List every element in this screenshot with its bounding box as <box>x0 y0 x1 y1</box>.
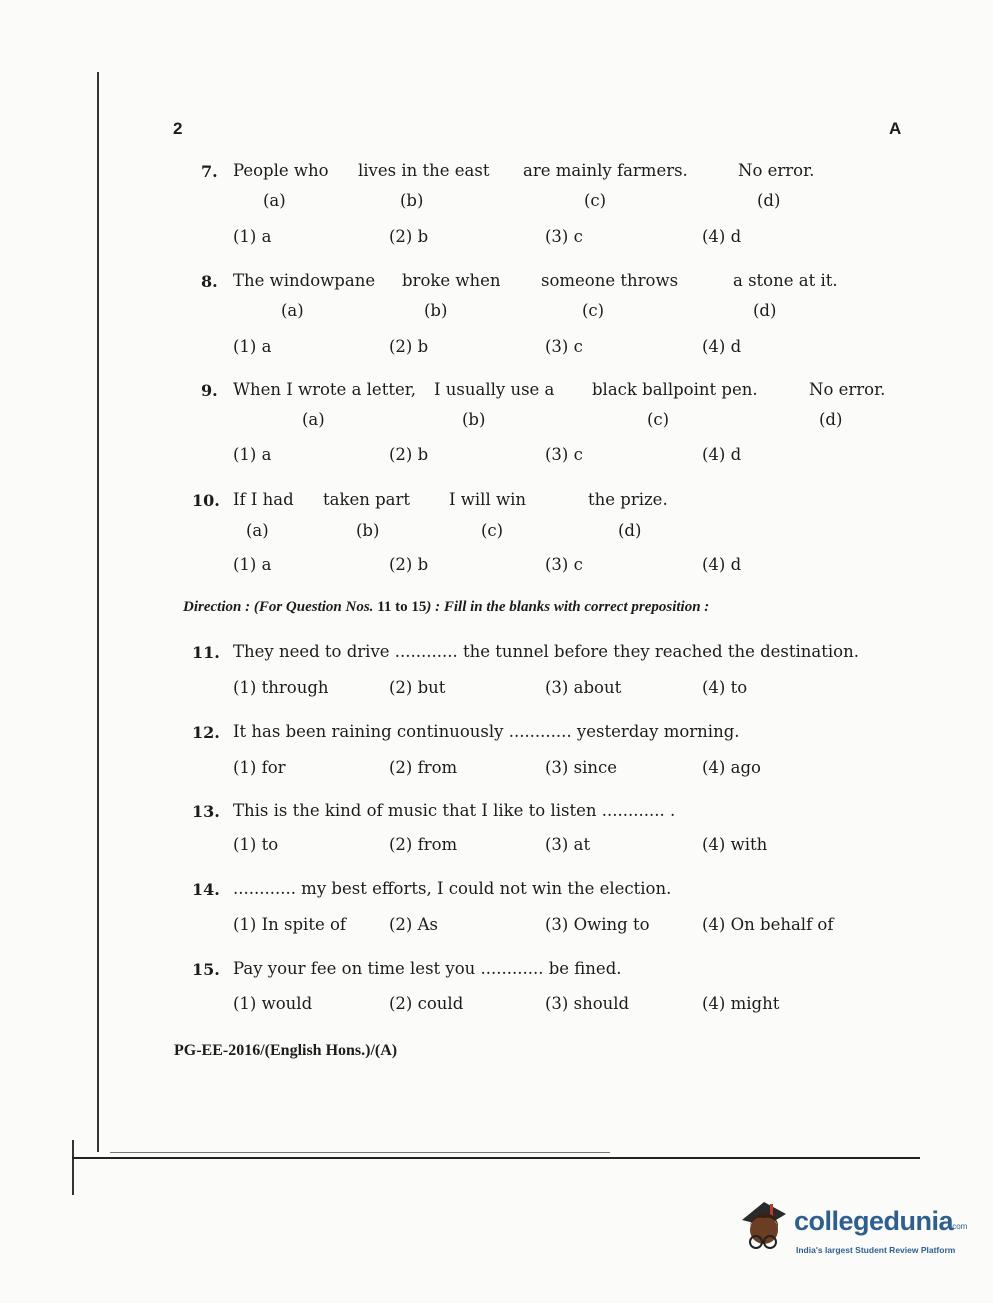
sentence-part-a: People who <box>233 161 329 180</box>
logo-wordmark: collegedunia <box>794 1206 954 1236</box>
question-number: 13. <box>192 802 220 821</box>
option-3[interactable]: (3) c <box>545 337 583 356</box>
page-number: 2 <box>173 119 183 138</box>
question-number: 15. <box>192 960 220 979</box>
part-letter: (b) <box>356 521 380 540</box>
option-2[interactable]: (2) b <box>389 555 429 574</box>
direction-line <box>183 599 709 616</box>
left-margin-line <box>97 72 99 1152</box>
sentence-part-b: lives in the east <box>358 161 490 180</box>
option-2[interactable]: (2) b <box>389 227 429 246</box>
part-letter: (b) <box>424 301 448 320</box>
bottom-rule-thin <box>110 1152 610 1153</box>
sentence-part-b: taken part <box>323 490 411 509</box>
option-3[interactable]: (3) since <box>545 758 617 777</box>
question-number: 7. <box>201 162 218 181</box>
series-letter: A <box>889 119 902 138</box>
option-3[interactable]: (3) c <box>545 445 583 464</box>
question-text: It has been raining continuously ............ yesterday morning. <box>233 722 740 741</box>
sentence-part-d: No error. <box>809 380 886 399</box>
paper-code: PG-EE-2016/(English Hons.)/(A) <box>174 1042 398 1059</box>
sentence-part-d: a stone at it. <box>733 271 838 290</box>
option-2[interactable]: (2) from <box>389 758 458 777</box>
question-number: 9. <box>201 381 218 400</box>
sentence-part-a: When I wrote a letter, <box>233 380 417 399</box>
part-letter: (d) <box>618 521 642 540</box>
part-letter: (c) <box>584 191 607 210</box>
option-2[interactable]: (2) b <box>389 445 429 464</box>
sentence-part-a: The windowpane <box>233 271 376 290</box>
option-1[interactable]: (1) In spite of <box>233 915 346 934</box>
option-2[interactable]: (2) but <box>389 678 446 697</box>
question-number: 11. <box>192 643 220 662</box>
option-3[interactable]: (3) Owing to <box>545 915 650 934</box>
collegedunia-mascot-icon <box>736 1198 792 1254</box>
option-3[interactable]: (3) c <box>545 227 583 246</box>
logo-domain: .com <box>950 1222 968 1231</box>
option-2[interactable]: (2) from <box>389 835 458 854</box>
option-3[interactable]: (3) at <box>545 835 591 854</box>
direction-rest: ) : Fill in the blanks with correct preposition : <box>426 599 710 615</box>
bottom-rule <box>72 1157 920 1159</box>
option-1[interactable]: (1) would <box>233 994 313 1013</box>
sentence-part-d: the prize. <box>588 490 668 509</box>
direction-text: (For Question Nos. <box>253 599 374 615</box>
part-letter: (b) <box>462 410 486 429</box>
left-edge-line <box>72 1140 74 1195</box>
part-letter: (d) <box>757 191 781 210</box>
question-text: Pay your fee on time lest you ............ be fined. <box>233 959 622 978</box>
question-number: 8. <box>201 272 218 291</box>
option-4[interactable]: (4) On behalf of <box>702 915 834 934</box>
option-1[interactable]: (1) a <box>233 445 272 464</box>
option-1[interactable]: (1) a <box>233 227 272 246</box>
part-letter: (a) <box>281 301 304 320</box>
question-text: They need to drive ............ the tunnel before they reached the destination. <box>233 642 859 661</box>
option-4[interactable]: (4) with <box>702 835 768 854</box>
option-4[interactable]: (4) might <box>702 994 780 1013</box>
direction-range: 11 to 15 <box>377 599 427 615</box>
sentence-part-c: someone throws <box>541 271 679 290</box>
option-2[interactable]: (2) could <box>389 994 464 1013</box>
option-3[interactable]: (3) c <box>545 555 583 574</box>
option-4[interactable]: (4) d <box>702 445 742 464</box>
option-2[interactable]: (2) As <box>389 915 439 934</box>
sentence-part-b: I usually use a <box>434 380 555 399</box>
option-4[interactable]: (4) d <box>702 555 742 574</box>
part-letter: (c) <box>582 301 605 320</box>
option-1[interactable]: (1) for <box>233 758 286 777</box>
option-1[interactable]: (1) a <box>233 337 272 356</box>
question-text: ............ my best efforts, I could not win the election. <box>233 879 672 898</box>
sentence-part-b: broke when <box>402 271 501 290</box>
part-letter: (b) <box>400 191 424 210</box>
option-1[interactable]: (1) to <box>233 835 279 854</box>
question-number: 14. <box>192 880 220 899</box>
logo-tagline: India's largest Student Review Platform <box>796 1245 956 1255</box>
sentence-part-c: I will win <box>449 490 526 509</box>
part-letter: (a) <box>246 521 269 540</box>
part-letter: (c) <box>481 521 504 540</box>
direction-label: Direction : <box>183 599 251 615</box>
question-number: 10. <box>192 491 220 510</box>
option-2[interactable]: (2) b <box>389 337 429 356</box>
option-4[interactable]: (4) to <box>702 678 748 697</box>
part-letter: (d) <box>753 301 777 320</box>
part-letter: (c) <box>647 410 670 429</box>
question-text: This is the kind of music that I like to listen ............ . <box>233 801 676 820</box>
part-letter: (a) <box>302 410 325 429</box>
option-4[interactable]: (4) d <box>702 337 742 356</box>
question-number: 12. <box>192 723 220 742</box>
sentence-part-c: black ballpoint pen. <box>592 380 758 399</box>
option-3[interactable]: (3) should <box>545 994 630 1013</box>
sentence-part-d: No error. <box>738 161 815 180</box>
option-1[interactable]: (1) a <box>233 555 272 574</box>
option-4[interactable]: (4) d <box>702 227 742 246</box>
part-letter: (a) <box>263 191 286 210</box>
sentence-part-a: If I had <box>233 490 294 509</box>
option-4[interactable]: (4) ago <box>702 758 761 777</box>
sentence-part-c: are mainly farmers. <box>523 161 688 180</box>
option-1[interactable]: (1) through <box>233 678 329 697</box>
part-letter: (d) <box>819 410 843 429</box>
option-3[interactable]: (3) about <box>545 678 622 697</box>
